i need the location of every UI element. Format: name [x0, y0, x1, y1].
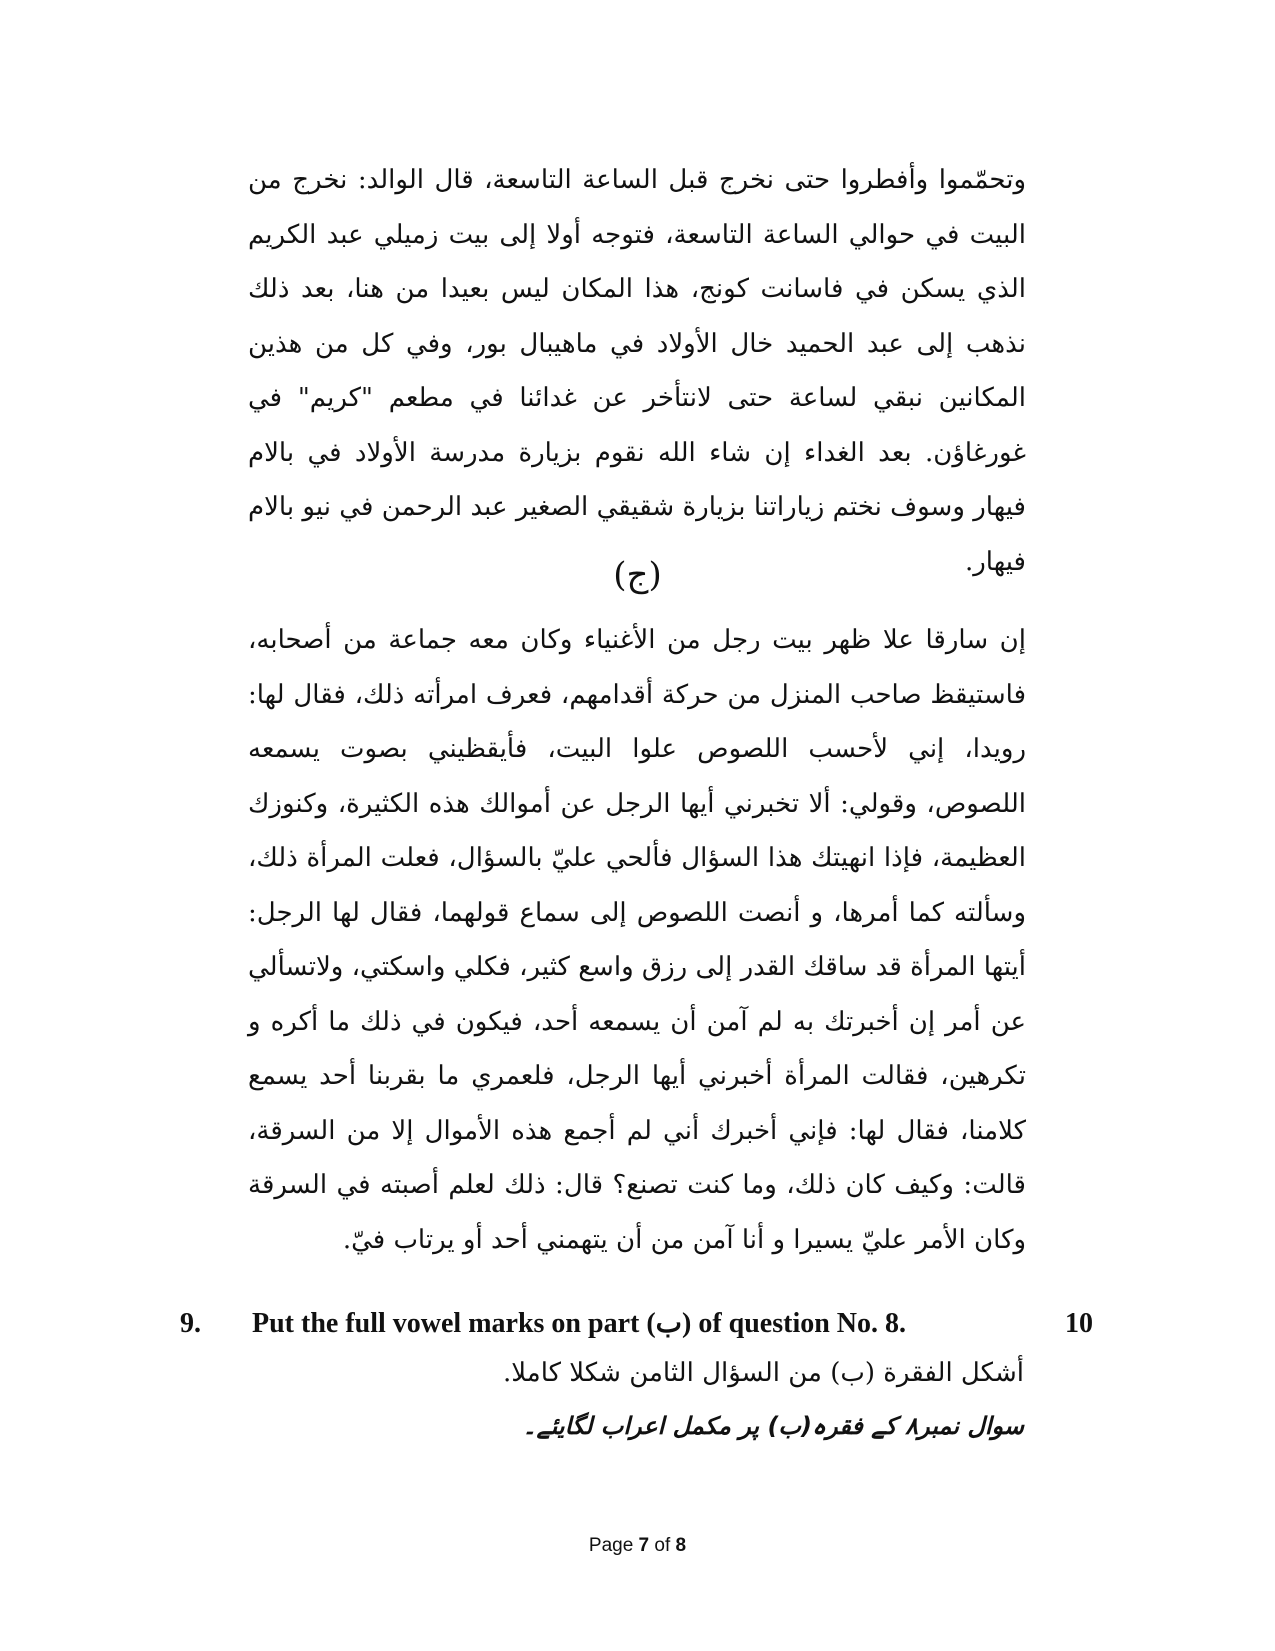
passage-b-text: وتحمّموا وأفطروا حتى نخرج قبل الساعة التاسعة، قال الوالد: نخرج من البيت في حوالي الساعة التاسعة، فتوجه أولا إلى بيت زميلي عبد الكريم الذي يسكن في فاسانت كونج، هذا المكان ليس بعيدا من هنا، بعد ذلك نذهب إلى عبد الحميد خال الأولاد في ماهيبال بور، وفي كل من هذين المكانين نبقي لساعة حتى لانتأخر عن غدائنا في مطعم "كريم" في غورغاؤن. بعد الغداء إن شاء الله نقوم بزيارة مدرسة الأولاد في بالام فيهار وسوف نختم زياراتنا بزيارة شقيقي الصغير عبد الرحمن في نيو بالام فيهار.	[248, 165, 1026, 577]
page-footer	[0, 1533, 1275, 1559]
question-urdu: سوال نمبر۸ کے فقرہ(ب) پر مکمل اعراب لگایئے۔	[522, 1412, 1024, 1440]
footer-middle: of	[649, 1535, 676, 1556]
passage-c-text: إن سارقا علا ظهر بيت رجل من الأغنياء وكان معه جماعة من أصحابه، فاستيقظ صاحب المنزل من حركة أقدامهم، فعرف امرأته ذلك، فقال لها: رويدا، إني لأحسب اللصوص علوا البيت، فأيقظيني بصوت يسمعه اللصوص، وقولي: ألا تخبرني أيها الرجل عن أموالك هذه الكثيرة، وكنوزك العظيمة، فإذا انهيتك هذا السؤال فألحي عليّ بالسؤال، فعلت المرأة ذلك، وسألته كما أمرها، و أنصت اللصوص إلى سماع قولهما، فقال لها الرجل: أيتها المرأة قد ساقك القدر إلى رزق واسع كثير، فكلي واسكتي، ولاتسألي عن أمر إن أخبرتك به لم آمن أن يسمعه أحد، فيكون في ذلك ما أكره و تكرهين، فقالت المرأة أخبرني أيها الرجل، فلعمري ما بقربنا أحد يسمع كلامنا، فقال لها: فإني أخبرك أني لم أجمع هذه الأموال إلا من السرقة، قالت: وكيف كان ذلك، وما كنت تصنع؟ قال: ذلك لعلم أصبته في السرقة وكان الأمر عليّ يسيرا و أنا آمن من أن يتهمني أحد أو يرتاب فيّ.	[248, 625, 1026, 1255]
question-marks: 10	[1065, 1308, 1093, 1339]
question-english: Put the full vowel marks on part (ب) of question No. 8.	[252, 1308, 907, 1339]
passage-c	[248, 613, 1026, 1267]
question-arabic: أشكل الفقرة (ب) من السؤال الثامن شكلا كاملا.	[503, 1358, 1024, 1388]
question-number: 9.	[180, 1308, 201, 1339]
footer-current-page: 7	[638, 1535, 650, 1556]
footer-total-pages: 8	[675, 1535, 687, 1556]
passage-b	[248, 153, 1026, 589]
footer-prefix: Page	[588, 1535, 639, 1556]
section-label-jim: (ج)	[613, 555, 662, 595]
